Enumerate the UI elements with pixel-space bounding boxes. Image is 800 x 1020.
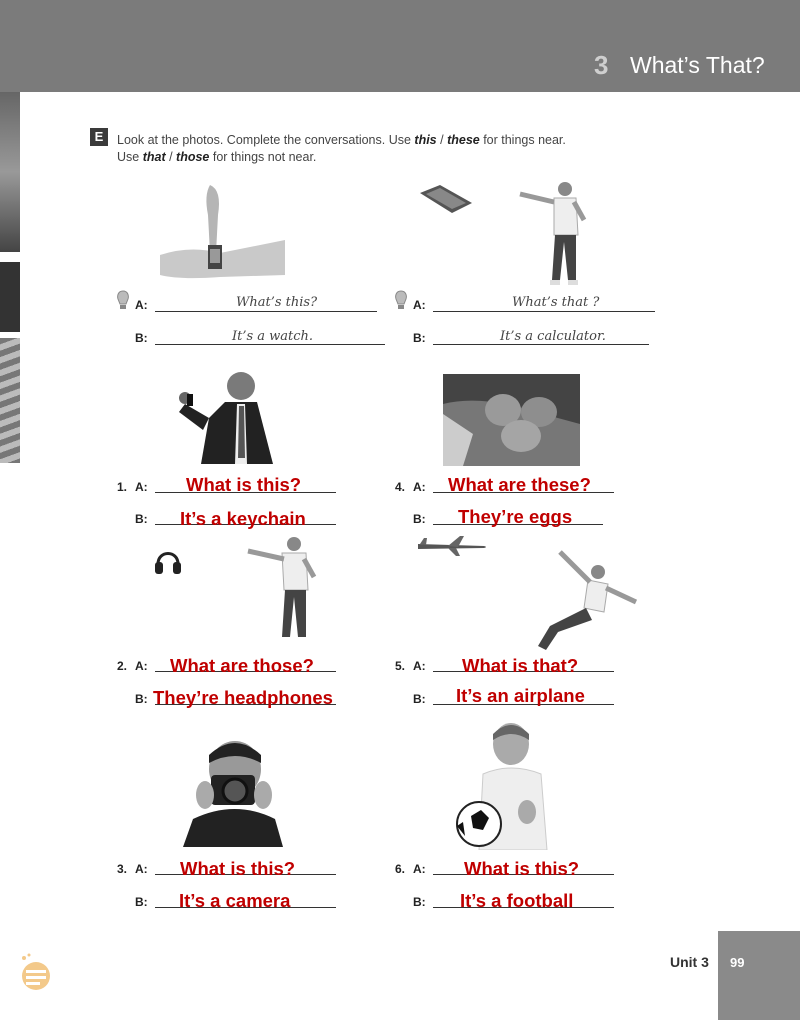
item-4-b-answer[interactable]: They’re eggs: [458, 506, 573, 527]
item-3-a-answer[interactable]: What is this?: [180, 858, 296, 879]
page-title: What’s That?: [630, 52, 765, 78]
item-1-number: 1.: [117, 480, 128, 494]
label-a: A:: [413, 862, 426, 876]
label-a: A:: [135, 659, 148, 673]
man-jumping-photo: [530, 550, 640, 655]
item-1-a-answer[interactable]: What is this?: [186, 474, 302, 495]
side-photo-strip: [0, 338, 20, 463]
example-1-b: It’s a watch.: [232, 329, 314, 344]
item-6-b-answer[interactable]: It’s a football: [460, 890, 574, 911]
label-b: B:: [413, 895, 426, 909]
boy-football-photo: [455, 718, 555, 850]
eggs-photo: [443, 374, 580, 466]
label-a: A:: [413, 480, 426, 494]
man-keychain-photo: [165, 368, 277, 464]
man-pointing-photo: [518, 180, 588, 290]
label-b: B:: [135, 512, 148, 526]
label-b: B:: [135, 895, 148, 909]
label-b: B:: [135, 331, 148, 345]
item-3-number: 3.: [117, 862, 128, 876]
page-number: 99: [730, 955, 745, 970]
item-2-a-answer[interactable]: What are those?: [170, 655, 314, 676]
item-5-b-answer[interactable]: It’s an airplane: [456, 685, 585, 706]
item-3-b-answer[interactable]: It’s a camera: [179, 890, 291, 911]
unit-number: 3: [594, 50, 609, 80]
item-6-number: 6.: [395, 862, 406, 876]
label-a: A:: [413, 659, 426, 673]
answer-line: [155, 311, 377, 312]
man-pointing-photo-2: [246, 535, 321, 645]
item-1-b-answer[interactable]: It’s a keychain: [180, 508, 306, 529]
headphones-photo: [153, 546, 183, 576]
instruction-text: Look at the photos. Complete the conversations. Use this / these for things near. Use that / those for things not near.: [117, 133, 566, 164]
footer-unit: Unit 3: [670, 954, 709, 970]
item-5-number: 5.: [395, 659, 406, 673]
calculator-photo: [420, 185, 475, 215]
label-a: A:: [135, 480, 148, 494]
label-b: B:: [413, 692, 426, 706]
page-header: [0, 0, 800, 92]
lightbulb-icon: [394, 290, 408, 312]
item-4-a-answer[interactable]: What are these?: [448, 474, 591, 495]
example-2-a: What’s that ?: [512, 295, 600, 310]
side-photo-strip: [0, 92, 20, 252]
example-2-b: It’s a calculator.: [500, 329, 606, 344]
label-a: A:: [135, 862, 148, 876]
item-5-a-answer[interactable]: What is that?: [462, 655, 579, 676]
exercise-badge: E: [90, 128, 108, 146]
man-camera-photo: [183, 735, 283, 847]
answer-line: [433, 344, 649, 345]
answer-line: [433, 311, 655, 312]
item-6-a-answer[interactable]: What is this?: [464, 858, 580, 879]
item-4-number: 4.: [395, 480, 406, 494]
label-a: A:: [135, 298, 148, 312]
airplane-photo: [418, 536, 488, 556]
item-2-b-answer[interactable]: They’re headphones: [153, 687, 333, 708]
label-b: B:: [413, 331, 426, 345]
page-number-box: [718, 931, 800, 1020]
label-a: A:: [413, 298, 426, 312]
watch-photo: [160, 185, 285, 280]
publisher-logo-icon: [16, 952, 54, 992]
label-b: B:: [413, 512, 426, 526]
side-photo-strip: [0, 262, 20, 332]
example-1-a: What’s this?: [236, 295, 318, 310]
answer-line: [155, 344, 385, 345]
lightbulb-icon: [116, 290, 130, 312]
label-b: B:: [135, 692, 148, 706]
item-2-number: 2.: [117, 659, 128, 673]
